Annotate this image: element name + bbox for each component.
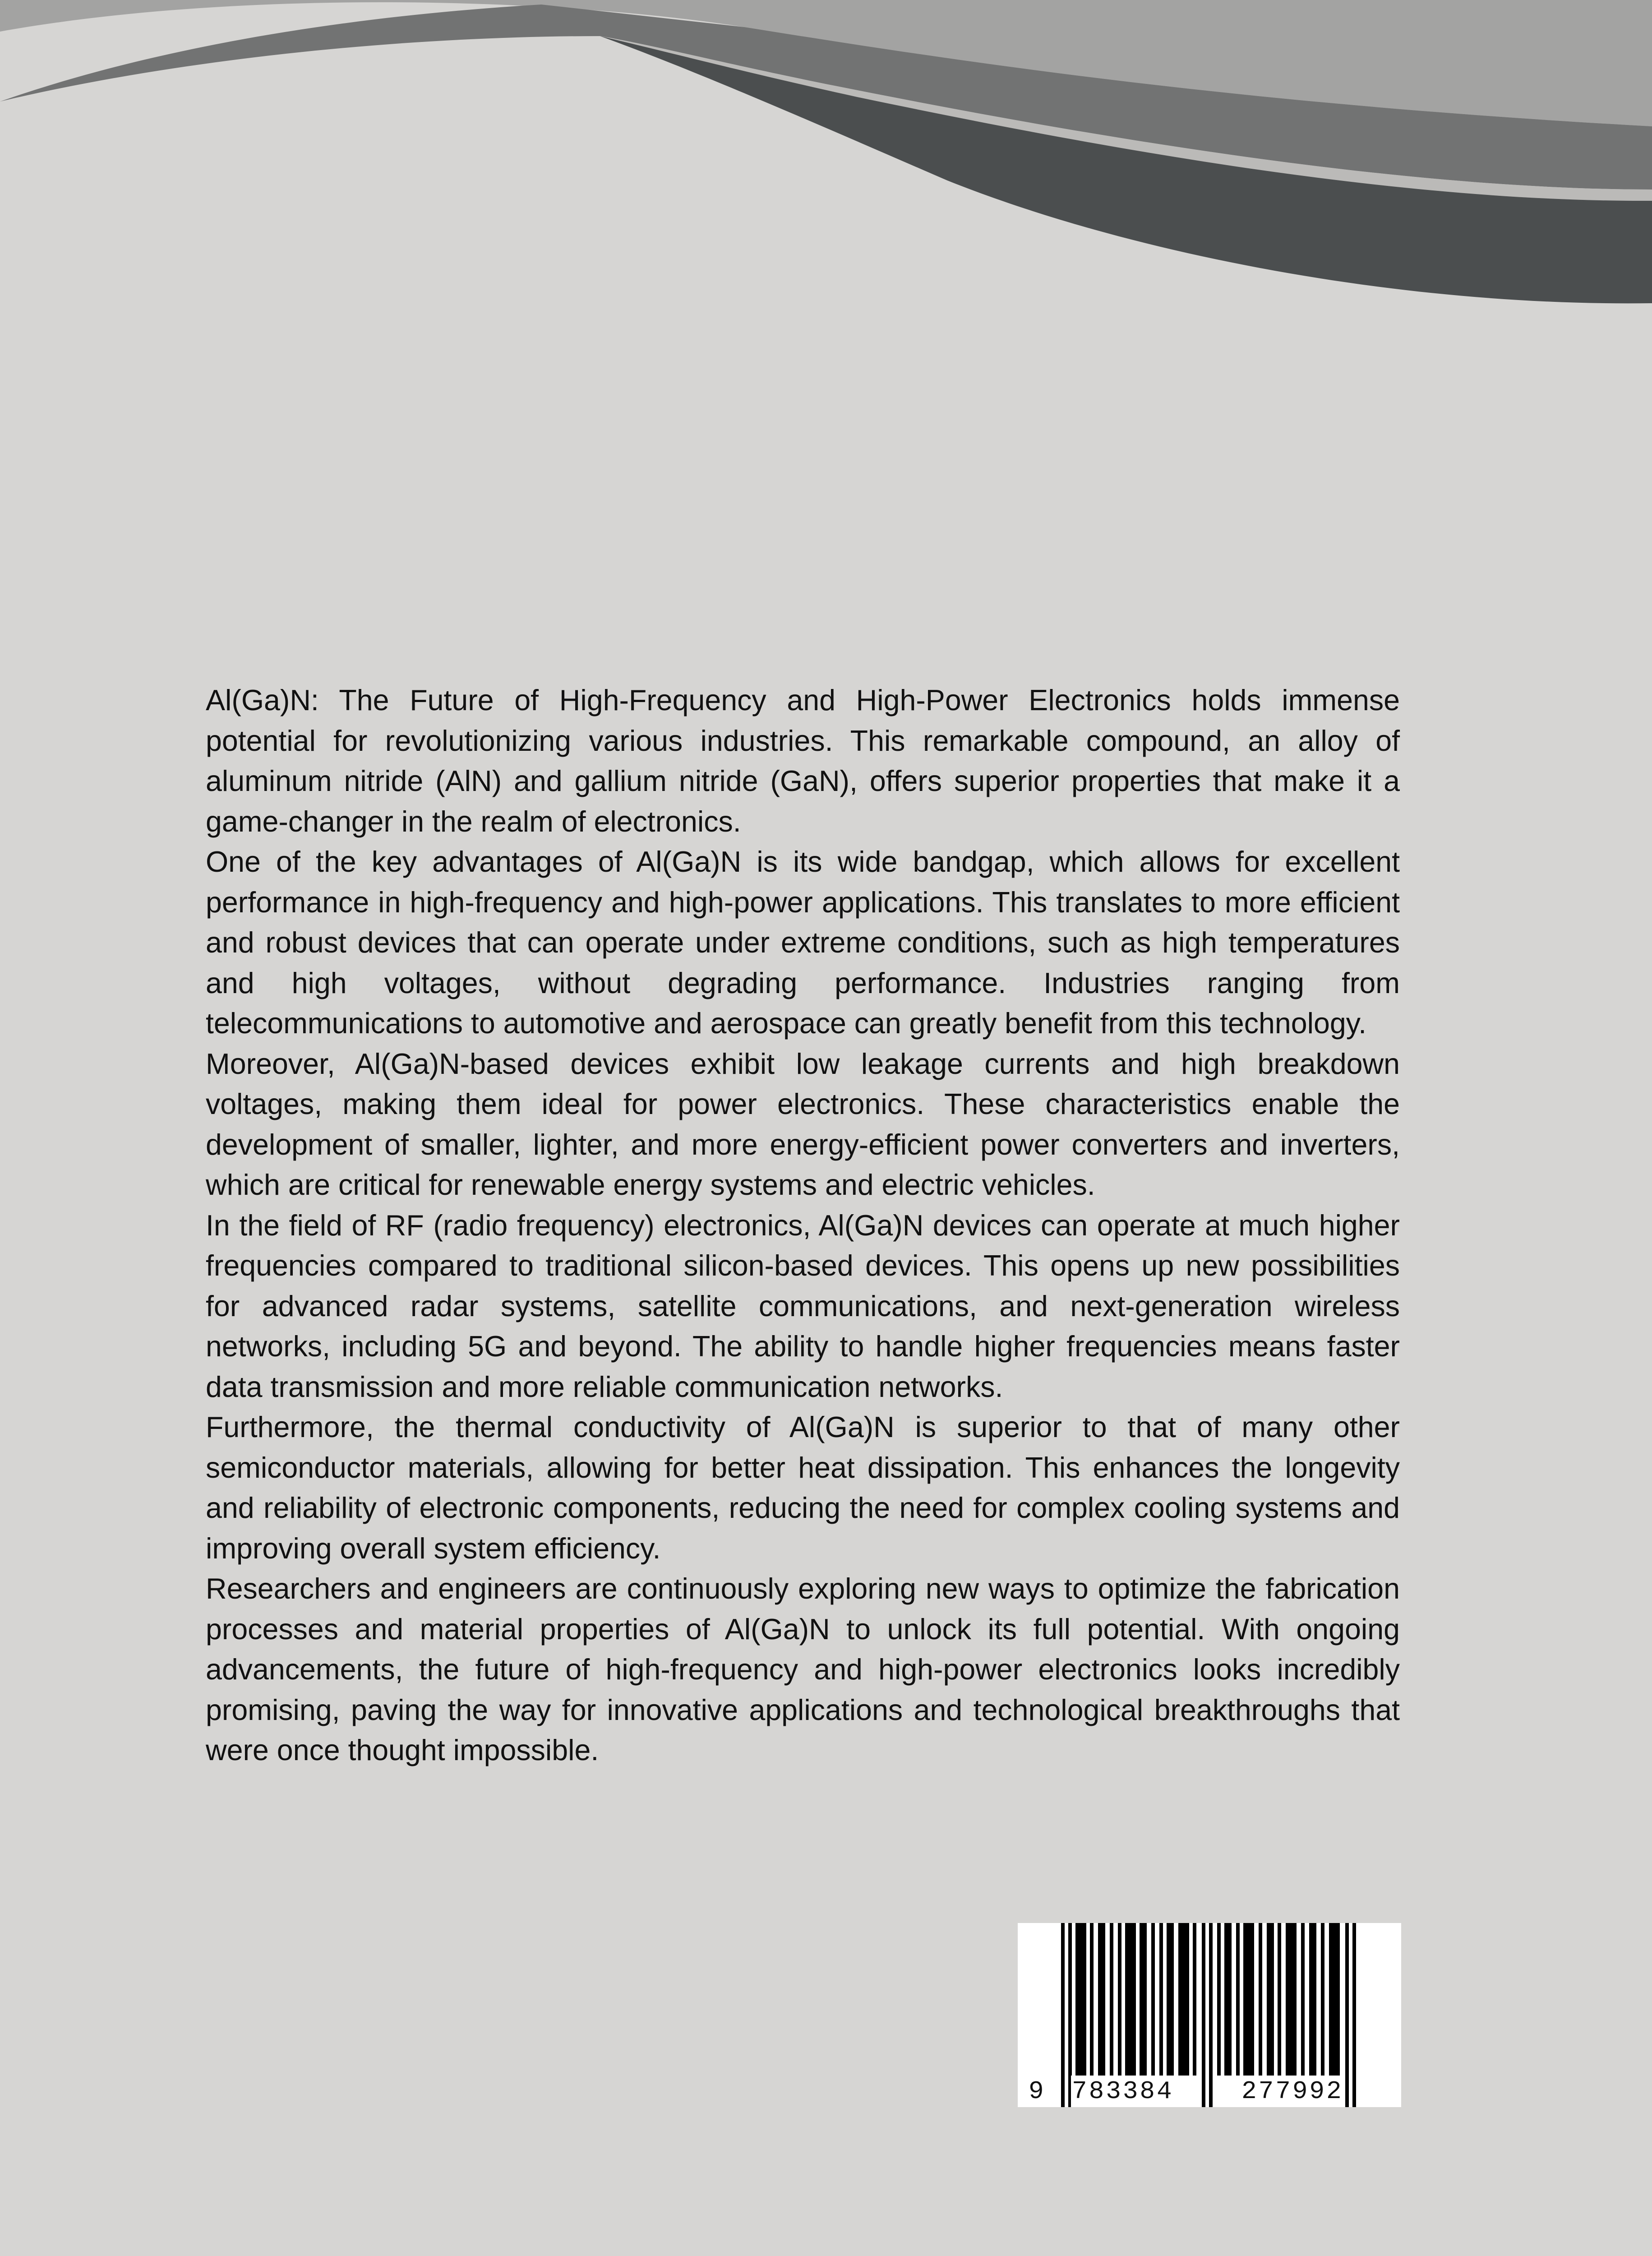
description-paragraph: Al(Ga)N: The Future of High-Frequency and High-Power Electronics holds immense potential for revolutionizing various industries. This remarkable compound, an alloy of aluminum nitride (AlN) and gallium nitride (GaN), offers superior properties that make it a game-changer in the realm of electronics. [206, 684, 1400, 838]
barcode-digits [1018, 2076, 1401, 2107]
isbn-barcode [1018, 1923, 1401, 2107]
barcode-lead-digit: 9 [1028, 2076, 1045, 2107]
back-cover-description [206, 680, 1400, 1771]
header-wave-graphic [0, 0, 1652, 316]
description-paragraph: Moreover, Al(Ga)N-based devices exhibit low leakage currents and high breakdown voltages, making them ideal for power electronics. These characteristics enable the development of smaller, lighter, and more energy-efficient power converters and inverters, which are critical for renewable energy systems and electric vehicles. [206, 1047, 1400, 1201]
description-paragraph: Furthermore, the thermal conductivity of Al(Ga)N is superior to that of many other semiconductor materials, allowing for better heat dissipation. This enhances the longevity and reliability of electronic components, reducing the need for complex cooling systems and improving overall system efficiency. [206, 1411, 1400, 1565]
barcode-right-digits: 277992 [1241, 2076, 1344, 2107]
description-paragraph: One of the key advantages of Al(Ga)N is its wide bandgap, which allows for excellent performance in high-frequency and high-power applications. This translates to more efficient and robust devices that can operate under extreme conditions, such as high temperatures and high voltages, without degrading performance. Industries ranging from telecommunications to automotive and aerospace can greatly benefit from this technology. [206, 846, 1400, 1040]
description-paragraph: In the field of RF (radio frequency) electronics, Al(Ga)N devices can operate at much higher frequencies compared to traditional silicon-based devices. This opens up new possibilities for advanced radar systems, satellite communications, and next-generation wireless networks, including 5G and beyond. The ability to handle higher frequencies means faster data transmission and more reliable communication networks. [206, 1209, 1400, 1403]
barcode-left-digits: 783384 [1071, 2076, 1175, 2107]
description-paragraph: Researchers and engineers are continuously exploring new ways to optimize the fabrication processes and material properties of Al(Ga)N to unlock its full potential. With ongoing advancements, the future of high-frequency and high-power electronics looks incredibly promising, paving the way for innovative applications and technological breakthroughs that were once thought impossible. [206, 1572, 1400, 1766]
